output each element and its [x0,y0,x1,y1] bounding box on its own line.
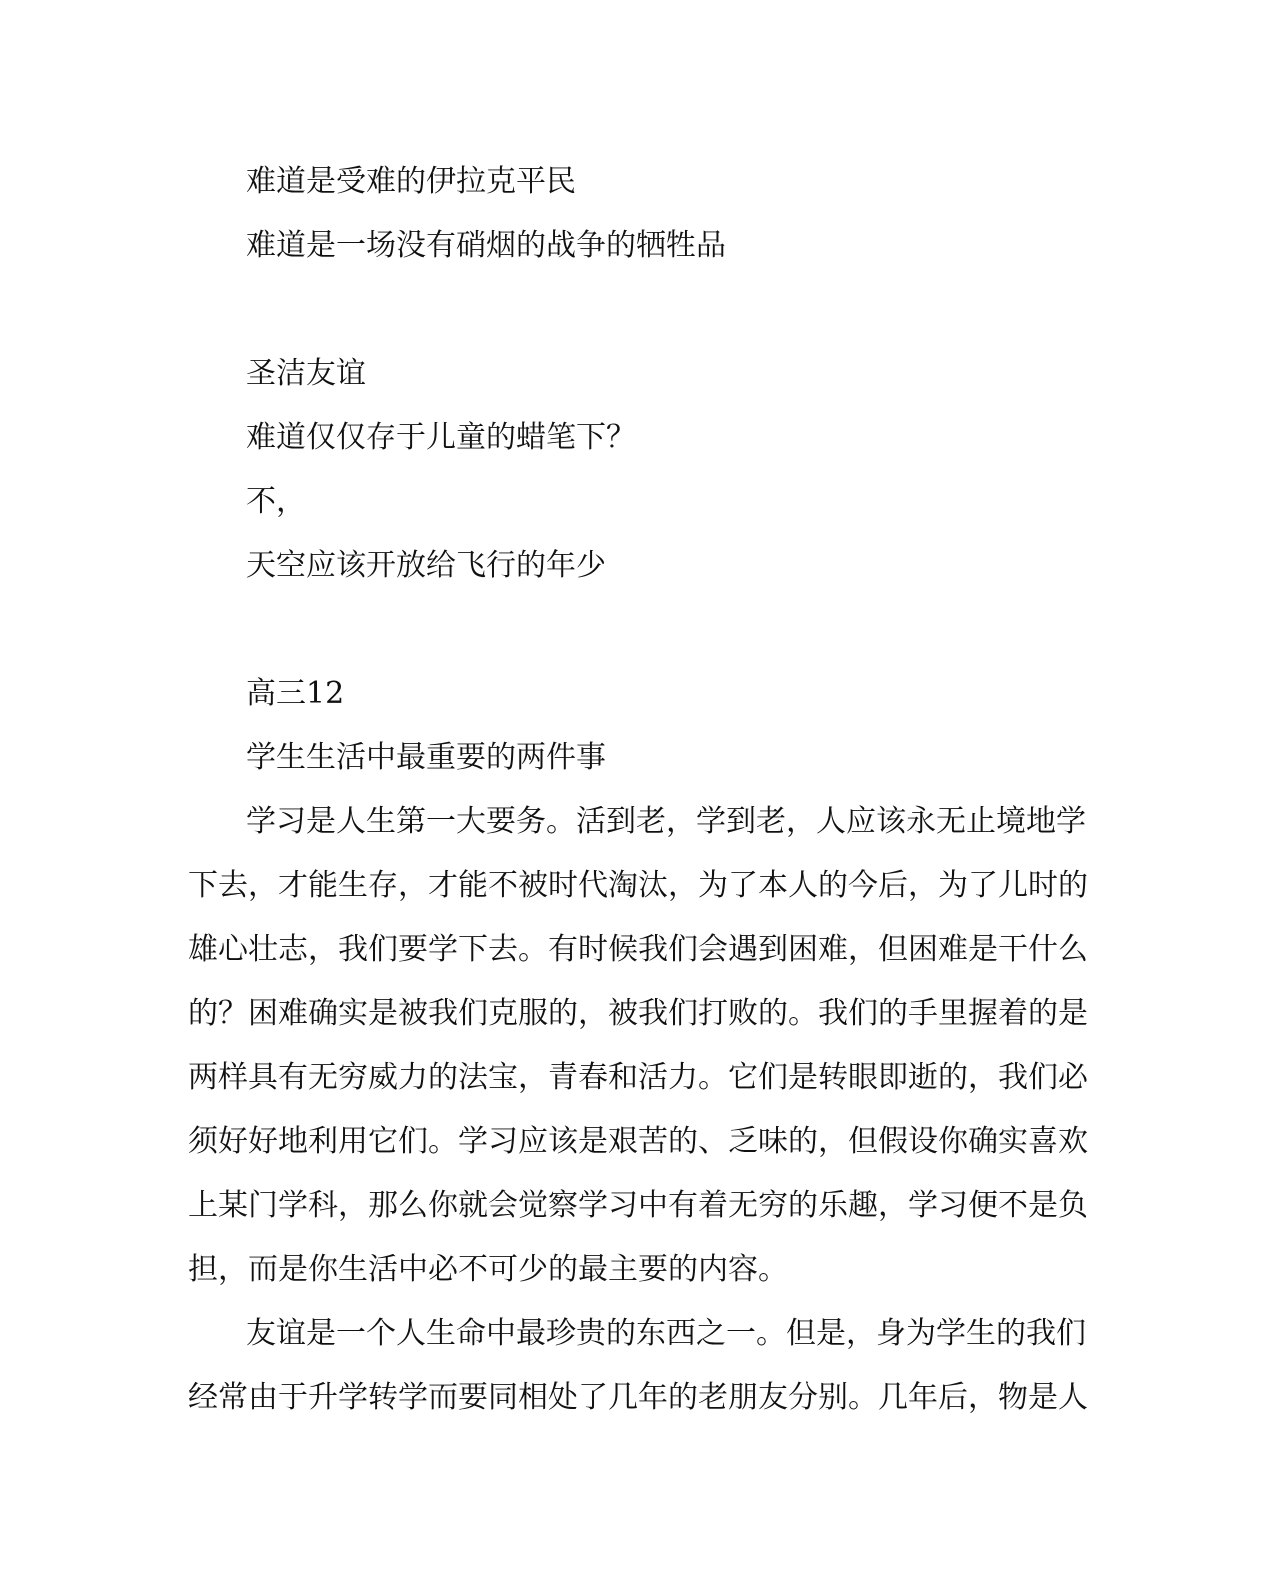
paragraph-line: 的？困难确实是被我们克服的，被我们打败的。我们的手里握着的是 [188,996,1088,1031]
poem-line: 难道是受难的伊拉克平民 [246,164,576,199]
poem-line: 不， [246,484,306,519]
paragraph-line: 经常由于升学转学而要同相处了几年的老朋友分别。几年后，物是人 [188,1380,1088,1415]
paragraph-line: 下去，才能生存，才能不被时代淘汰，为了本人的今后，为了儿时的 [188,868,1088,903]
paragraph-line: 友谊是一个人生命中最珍贵的东西之一。但是，身为学生的我们 [246,1316,1086,1351]
section-label: 高三12 [246,676,345,711]
paragraph-line: 须好好地利用它们。学习应该是艰苦的、乏味的，但假设你确实喜欢 [188,1124,1088,1159]
paragraph-line: 两样具有无穷威力的法宝，青春和活力。它们是转眼即逝的，我们必 [188,1060,1088,1095]
paragraph-line: 学习是人生第一大要务。活到老，学到老，人应该永无止境地学 [246,804,1086,839]
poem-line: 圣洁友谊 [246,356,366,391]
poem-line: 难道是一场没有硝烟的战争的牺牲品 [246,228,726,263]
poem-line: 难道仅仅存于儿童的蜡笔下？ [246,420,636,455]
paragraph-line: 雄心壮志，我们要学下去。有时候我们会遇到困难，但困难是干什么 [188,932,1088,967]
poem-line: 天空应该开放给飞行的年少 [246,548,606,583]
paragraph-line: 上某门学科，那么你就会觉察学习中有着无穷的乐趣，学习便不是负 [188,1188,1088,1223]
paragraph-line: 担，而是你生活中必不可少的最主要的内容。 [188,1252,788,1287]
essay-title: 学生生活中最重要的两件事 [246,740,606,775]
